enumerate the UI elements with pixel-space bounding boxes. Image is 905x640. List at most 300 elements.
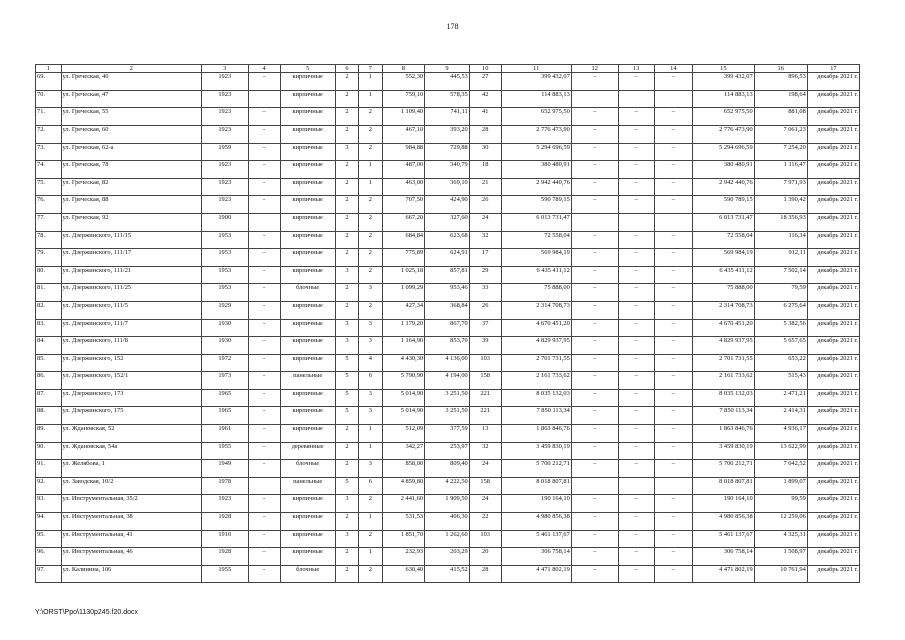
cell-address: ул. Дзержинского, 173 — [61, 389, 201, 407]
cell-total-area: 552,30 — [382, 73, 425, 91]
cell-year-built: 1953 — [201, 231, 248, 249]
cell-col-13 — [618, 477, 654, 495]
cell-col-12: – — [571, 337, 618, 355]
cell-deadline: декабрь 2021 г. — [807, 213, 859, 231]
cell-total-cost: 380 480,91 — [501, 161, 571, 179]
cell-living-area: 624,91 — [425, 249, 470, 267]
cell-col-13: – — [618, 108, 654, 126]
cell-total-area: 5 014,90 — [382, 389, 425, 407]
cell-entrances: 2 — [359, 565, 382, 583]
cell-total-cost: 75 888,00 — [501, 284, 571, 302]
table-row — [36, 442, 860, 460]
cell-living-area: 327,60 — [425, 213, 470, 231]
cell-cost-per-sqm: 515,43 — [754, 372, 807, 390]
cell-deadline: декабрь 2021 г. — [807, 161, 859, 179]
cell-deadline: декабрь 2021 г. — [807, 372, 859, 390]
cell-year-built: 1953 — [201, 266, 248, 284]
cell-col-4 — [248, 90, 280, 108]
table-row — [36, 372, 860, 390]
cell-col-14: – — [654, 513, 692, 531]
cell-total-area: 759,10 — [382, 90, 425, 108]
cell-col-4: - — [248, 125, 280, 143]
cell-cost-per-sqm: 7 042,52 — [754, 460, 807, 478]
cell-col-4: - — [248, 284, 280, 302]
cell-address: ул. Греческая, 82 — [61, 178, 201, 196]
cell-col-15-cost: 8 035 132,03 — [693, 389, 755, 407]
cell-row-number: 86. — [36, 372, 62, 390]
cell-entrances: 6 — [359, 477, 382, 495]
cell-wall-material: блочные — [280, 460, 335, 478]
cell-year-built: 1930 — [201, 319, 248, 337]
cell-row-number: 93. — [36, 495, 62, 513]
table-row — [36, 530, 860, 548]
cell-cost-per-sqm: 653,22 — [754, 354, 807, 372]
cell-col-4: - — [248, 389, 280, 407]
cell-col-4: - — [248, 530, 280, 548]
cell-wall-material: кирпичные — [280, 389, 335, 407]
cell-col-15-cost: 75 888,00 — [693, 284, 755, 302]
cell-col-14: – — [654, 319, 692, 337]
cell-col-14: – — [654, 460, 692, 478]
cell-total-cost: 2 776 473,90 — [501, 125, 571, 143]
cell-living-area: 406,30 — [425, 513, 470, 531]
cell-entrances: 1 — [359, 442, 382, 460]
table-row — [36, 108, 860, 126]
cell-year-built: 1955 — [201, 442, 248, 460]
cell-wall-material: кирпичные — [280, 301, 335, 319]
cell-floors: 5 — [335, 354, 358, 372]
cell-deadline: декабрь 2021 г. — [807, 284, 859, 302]
cell-row-number: 90. — [36, 442, 62, 460]
cell-col-14: – — [654, 407, 692, 425]
cell-row-number: 92. — [36, 477, 62, 495]
cell-total-cost: 5 294 696,59 — [501, 143, 571, 161]
cell-col-14: – — [654, 196, 692, 214]
cell-col-15-cost: 569 984,19 — [693, 249, 755, 267]
cell-entrances: 1 — [359, 90, 382, 108]
cell-col-14: – — [654, 425, 692, 443]
cell-year-built: 1929 — [201, 301, 248, 319]
cell-floors: 2 — [335, 90, 358, 108]
column-number: 6 — [335, 65, 358, 73]
cell-year-built: 1953 — [201, 284, 248, 302]
cell-col-4: - — [248, 565, 280, 583]
cell-floors: 2 — [335, 425, 358, 443]
cell-living-area: 1 909,50 — [425, 495, 470, 513]
cell-floors: 2 — [335, 73, 358, 91]
cell-col-13: – — [618, 548, 654, 566]
cell-residents: 221 — [469, 389, 501, 407]
table-row — [36, 460, 860, 478]
cell-entrances: 1 — [359, 73, 382, 91]
cell-total-cost: 7 850 113,34 — [501, 407, 571, 425]
cell-wall-material: деревянные — [280, 442, 335, 460]
cell-col-15-cost: 5 294 696,59 — [693, 143, 755, 161]
cell-residents: 18 — [469, 161, 501, 179]
cell-deadline: декабрь 2021 г. — [807, 425, 859, 443]
cell-col-15-cost: 114 883,13 — [693, 90, 755, 108]
cell-row-number: 78. — [36, 231, 62, 249]
cell-wall-material: кирпичные — [280, 125, 335, 143]
cell-cost-per-sqm: 1 899,07 — [754, 477, 807, 495]
cell-total-area: 512,09 — [382, 425, 425, 443]
cell-col-12: – — [571, 143, 618, 161]
cell-year-built: 1961 — [201, 425, 248, 443]
cell-deadline: декабрь 2021 г. — [807, 231, 859, 249]
column-number: 16 — [754, 65, 807, 73]
cell-floors: 2 — [335, 161, 358, 179]
cell-address: ул. Греческая, 55 — [61, 108, 201, 126]
cell-col-13: – — [618, 301, 654, 319]
cell-deadline: декабрь 2021 г. — [807, 249, 859, 267]
cell-col-12 — [571, 90, 618, 108]
cell-year-built: 1923 — [201, 178, 248, 196]
table-row — [36, 143, 860, 161]
cell-wall-material: кирпичные — [280, 266, 335, 284]
cell-col-15-cost: 652 975,50 — [693, 108, 755, 126]
cell-total-cost: 4 829 937,95 — [501, 337, 571, 355]
cell-col-12: – — [571, 319, 618, 337]
cell-wall-material: кирпичные — [280, 513, 335, 531]
cell-residents: 32 — [469, 231, 501, 249]
cell-entrances: 3 — [359, 337, 382, 355]
cell-deadline: декабрь 2021 г. — [807, 90, 859, 108]
cell-col-12: – — [571, 407, 618, 425]
table-row — [36, 565, 860, 583]
cell-address: ул. Дзержинского, 111/15 — [61, 231, 201, 249]
cell-wall-material: кирпичные — [280, 196, 335, 214]
cell-total-area: 984,88 — [382, 143, 425, 161]
cell-entrances: 2 — [359, 196, 382, 214]
cell-living-area: 4 136,00 — [425, 354, 470, 372]
cell-col-14 — [654, 213, 692, 231]
cell-total-cost: 5 461 137,67 — [501, 530, 571, 548]
cell-row-number: 94. — [36, 513, 62, 531]
cell-col-13: – — [618, 319, 654, 337]
cell-cost-per-sqm: 99,59 — [754, 495, 807, 513]
cell-entrances: 3 — [359, 284, 382, 302]
cell-total-area: 4 859,80 — [382, 477, 425, 495]
cell-year-built: 1973 — [201, 372, 248, 390]
cell-entrances: 2 — [359, 143, 382, 161]
cell-cost-per-sqm: 1 508,97 — [754, 548, 807, 566]
cell-col-13: – — [618, 249, 654, 267]
cell-col-15-cost: 306 758,14 — [693, 548, 755, 566]
cell-residents: 21 — [469, 178, 501, 196]
cell-wall-material: кирпичные — [280, 178, 335, 196]
cell-entrances: 1 — [359, 513, 382, 531]
cell-col-14 — [654, 90, 692, 108]
cell-wall-material: панельные — [280, 477, 335, 495]
cell-col-13: – — [618, 389, 654, 407]
cell-cost-per-sqm: 5 382,56 — [754, 319, 807, 337]
cell-total-area: 232,93 — [382, 548, 425, 566]
cell-address: ул. Дзержинского, 111/5 — [61, 301, 201, 319]
cell-col-15-cost: 5 461 137,67 — [693, 530, 755, 548]
table-row — [36, 477, 860, 495]
cell-col-12: – — [571, 389, 618, 407]
cell-entrances: 3 — [359, 407, 382, 425]
cell-year-built: 1923 — [201, 495, 248, 513]
cell-address: ул. Дзержинского, 152/1 — [61, 372, 201, 390]
cell-col-15-cost: 2 942 440,76 — [693, 178, 755, 196]
cell-col-15-cost: 2 776 473,90 — [693, 125, 755, 143]
cell-total-area: 2 441,60 — [382, 495, 425, 513]
cell-floors: 2 — [335, 249, 358, 267]
cell-col-14: – — [654, 231, 692, 249]
cell-col-14: – — [654, 530, 692, 548]
column-number: 2 — [61, 65, 201, 73]
cell-deadline: декабрь 2021 г. — [807, 477, 859, 495]
cell-col-14: – — [654, 73, 692, 91]
cell-total-area: 1 109,40 — [382, 108, 425, 126]
cell-wall-material: кирпичные — [280, 143, 335, 161]
cell-address: ул. Греческая, 92 — [61, 213, 201, 231]
cell-residents: 24 — [469, 495, 501, 513]
cell-cost-per-sqm: 13 622,99 — [754, 442, 807, 460]
cell-address: ул. Инструментальная, 35/2 — [61, 495, 201, 513]
cell-total-area: 342,27 — [382, 442, 425, 460]
cell-total-area: 684,84 — [382, 231, 425, 249]
column-number: 10 — [469, 65, 501, 73]
cell-year-built: 1953 — [201, 249, 248, 267]
cell-floors: 2 — [335, 460, 358, 478]
cell-cost-per-sqm: 881,08 — [754, 108, 807, 126]
cell-wall-material: кирпичные — [280, 161, 335, 179]
cell-living-area: 369,10 — [425, 178, 470, 196]
cell-year-built: 1978 — [201, 477, 248, 495]
cell-col-15-cost: 4 829 937,95 — [693, 337, 755, 355]
cell-total-cost: 5 700 212,71 — [501, 460, 571, 478]
cell-floors: 2 — [335, 178, 358, 196]
cell-year-built: 1949 — [201, 460, 248, 478]
cell-deadline: декабрь 2021 г. — [807, 513, 859, 531]
cell-col-14: – — [654, 284, 692, 302]
cell-col-13: – — [618, 495, 654, 513]
cell-row-number: 69. — [36, 73, 62, 91]
cell-col-13: – — [618, 442, 654, 460]
cell-address: ул. Желябова, 1 — [61, 460, 201, 478]
cell-total-cost: 590 789,15 — [501, 196, 571, 214]
cell-entrances: 2 — [359, 125, 382, 143]
cell-address: ул. Дзержинского, 111/17 — [61, 249, 201, 267]
cell-col-15-cost: 6 435 411,12 — [693, 266, 755, 284]
cell-residents: 17 — [469, 249, 501, 267]
table-row — [36, 319, 860, 337]
cell-floors: 3 — [335, 319, 358, 337]
page-number: 178 — [446, 22, 459, 31]
cell-deadline: декабрь 2021 г. — [807, 266, 859, 284]
table-row — [36, 266, 860, 284]
cell-col-15-cost: 4 471 802,19 — [693, 565, 755, 583]
cell-col-4: - — [248, 301, 280, 319]
cell-deadline: декабрь 2021 г. — [807, 407, 859, 425]
cell-total-area: 1 179,20 — [382, 319, 425, 337]
cell-entrances: 1 — [359, 178, 382, 196]
cell-col-15-cost: 6 013 731,47 — [693, 213, 755, 231]
cell-col-12: – — [571, 354, 618, 372]
cell-total-cost: 569 984,19 — [501, 249, 571, 267]
cell-row-number: 70. — [36, 90, 62, 108]
cell-total-cost: 190 164,10 — [501, 495, 571, 513]
cell-total-cost: 2 314 708,73 — [501, 301, 571, 319]
cell-total-cost: 1 863 846,76 — [501, 425, 571, 443]
cell-col-13: – — [618, 354, 654, 372]
cell-row-number: 95. — [36, 530, 62, 548]
column-number-row — [36, 65, 860, 73]
cell-row-number: 82. — [36, 301, 62, 319]
cell-residents: 29 — [469, 266, 501, 284]
cell-living-area: 415,52 — [425, 565, 470, 583]
cell-row-number: 77. — [36, 213, 62, 231]
cell-col-13: – — [618, 196, 654, 214]
column-number: 3 — [201, 65, 248, 73]
cell-col-12: – — [571, 73, 618, 91]
table-row — [36, 249, 860, 267]
cell-address: ул. Греческая, 46 — [61, 73, 201, 91]
cell-cost-per-sqm: 116,34 — [754, 231, 807, 249]
cell-residents: 24 — [469, 460, 501, 478]
cell-total-cost: 8 018 807,81 — [501, 477, 571, 495]
cell-col-15-cost: 2 314 708,73 — [693, 301, 755, 319]
cell-cost-per-sqm: 7 061,23 — [754, 125, 807, 143]
cell-total-area: 5 014,90 — [382, 407, 425, 425]
cell-col-4: - — [248, 513, 280, 531]
cell-col-12: – — [571, 495, 618, 513]
cell-cost-per-sqm: 896,53 — [754, 73, 807, 91]
cell-wall-material: кирпичные — [280, 249, 335, 267]
column-number: 17 — [807, 65, 859, 73]
cell-col-13 — [618, 90, 654, 108]
cell-total-cost: 3 459 830,19 — [501, 442, 571, 460]
cell-floors: 2 — [335, 284, 358, 302]
column-number: 5 — [280, 65, 335, 73]
cell-entrances: 2 — [359, 266, 382, 284]
cell-entrances: 2 — [359, 108, 382, 126]
cell-entrances: 2 — [359, 213, 382, 231]
cell-wall-material: кирпичные — [280, 354, 335, 372]
cell-deadline: декабрь 2021 г. — [807, 178, 859, 196]
cell-living-area: 578,35 — [425, 90, 470, 108]
cell-total-cost: 72 558,04 — [501, 231, 571, 249]
cell-col-14: – — [654, 372, 692, 390]
cell-wall-material: кирпичные — [280, 495, 335, 513]
cell-row-number: 83. — [36, 319, 62, 337]
cell-deadline: декабрь 2021 г. — [807, 389, 859, 407]
cell-col-15-cost: 190 164,10 — [693, 495, 755, 513]
table-row — [36, 548, 860, 566]
cell-col-12: – — [571, 565, 618, 583]
cell-row-number: 80. — [36, 266, 62, 284]
cell-col-15-cost: 7 850 113,34 — [693, 407, 755, 425]
cell-col-15-cost: 1 863 846,76 — [693, 425, 755, 443]
table-row — [36, 231, 860, 249]
cell-total-area: 531,53 — [382, 513, 425, 531]
cell-floors: 2 — [335, 213, 358, 231]
cell-row-number: 76. — [36, 196, 62, 214]
cell-year-built: 1930 — [201, 337, 248, 355]
cell-col-4: - — [248, 178, 280, 196]
cell-total-cost: 2 701 731,55 — [501, 354, 571, 372]
cell-living-area: 741,11 — [425, 108, 470, 126]
cell-residents: 13 — [469, 425, 501, 443]
cell-total-area: 775,89 — [382, 249, 425, 267]
cell-wall-material: блочные — [280, 284, 335, 302]
cell-col-14: – — [654, 337, 692, 355]
cell-wall-material: кирпичные — [280, 425, 335, 443]
cell-address: ул. Греческая, 78 — [61, 161, 201, 179]
cell-cost-per-sqm: 5 657,65 — [754, 337, 807, 355]
cell-residents: 41 — [469, 108, 501, 126]
cell-cost-per-sqm: 6 275,64 — [754, 301, 807, 319]
cell-col-4: - — [248, 319, 280, 337]
cell-col-4: - — [248, 161, 280, 179]
cell-col-14: – — [654, 354, 692, 372]
cell-floors: 2 — [335, 301, 358, 319]
cell-col-13: – — [618, 73, 654, 91]
cell-living-area: 424,90 — [425, 196, 470, 214]
cell-col-12: – — [571, 284, 618, 302]
cell-cost-per-sqm: 10 761,94 — [754, 565, 807, 583]
cell-col-4: – — [248, 548, 280, 566]
cell-entrances: 2 — [359, 249, 382, 267]
cell-living-area: 867,70 — [425, 319, 470, 337]
cell-residents: 32 — [469, 442, 501, 460]
cell-total-area: 463,00 — [382, 178, 425, 196]
cell-col-14: – — [654, 249, 692, 267]
cell-row-number: 85. — [36, 354, 62, 372]
cell-deadline: декабрь 2021 г. — [807, 143, 859, 161]
table-row — [36, 495, 860, 513]
cell-wall-material: кирпичные — [280, 231, 335, 249]
cell-deadline: декабрь 2021 г. — [807, 565, 859, 583]
cell-address: ул. Ждановская, 52 — [61, 425, 201, 443]
cell-residents: 27 — [469, 73, 501, 91]
cell-col-13: – — [618, 372, 654, 390]
cell-col-4: - — [248, 354, 280, 372]
cell-col-14: – — [654, 495, 692, 513]
table-row — [36, 178, 860, 196]
cell-floors: 5 — [335, 407, 358, 425]
cell-total-area: 1 851,70 — [382, 530, 425, 548]
cell-entrances: 2 — [359, 231, 382, 249]
cell-total-area: 1 025,18 — [382, 266, 425, 284]
cell-wall-material: кирпичные — [280, 337, 335, 355]
cell-col-14: – — [654, 565, 692, 583]
cell-address: ул. Дзержинского, 175 — [61, 407, 201, 425]
cell-living-area: 1 262,60 — [425, 530, 470, 548]
cell-cost-per-sqm: 79,59 — [754, 284, 807, 302]
cell-residents: 33 — [469, 284, 501, 302]
cell-col-15-cost: 380 480,91 — [693, 161, 755, 179]
cell-year-built: 1965 — [201, 407, 248, 425]
cell-wall-material: кирпичные — [280, 319, 335, 337]
cell-col-14: – — [654, 301, 692, 319]
cell-living-area: 4 194,00 — [425, 372, 470, 390]
cell-wall-material: блочные — [280, 565, 335, 583]
cell-total-cost: 8 035 132,03 — [501, 389, 571, 407]
cell-residents: 22 — [469, 513, 501, 531]
cell-col-12: – — [571, 266, 618, 284]
cell-address: ул. Инструментальная, 41 — [61, 530, 201, 548]
cell-cost-per-sqm: 7 971,93 — [754, 178, 807, 196]
cell-row-number: 72. — [36, 125, 62, 143]
cell-col-12: – — [571, 548, 618, 566]
cell-col-14: – — [654, 125, 692, 143]
cell-col-12: – — [571, 161, 618, 179]
cell-floors: 5 — [335, 372, 358, 390]
cell-floors: 2 — [335, 125, 358, 143]
